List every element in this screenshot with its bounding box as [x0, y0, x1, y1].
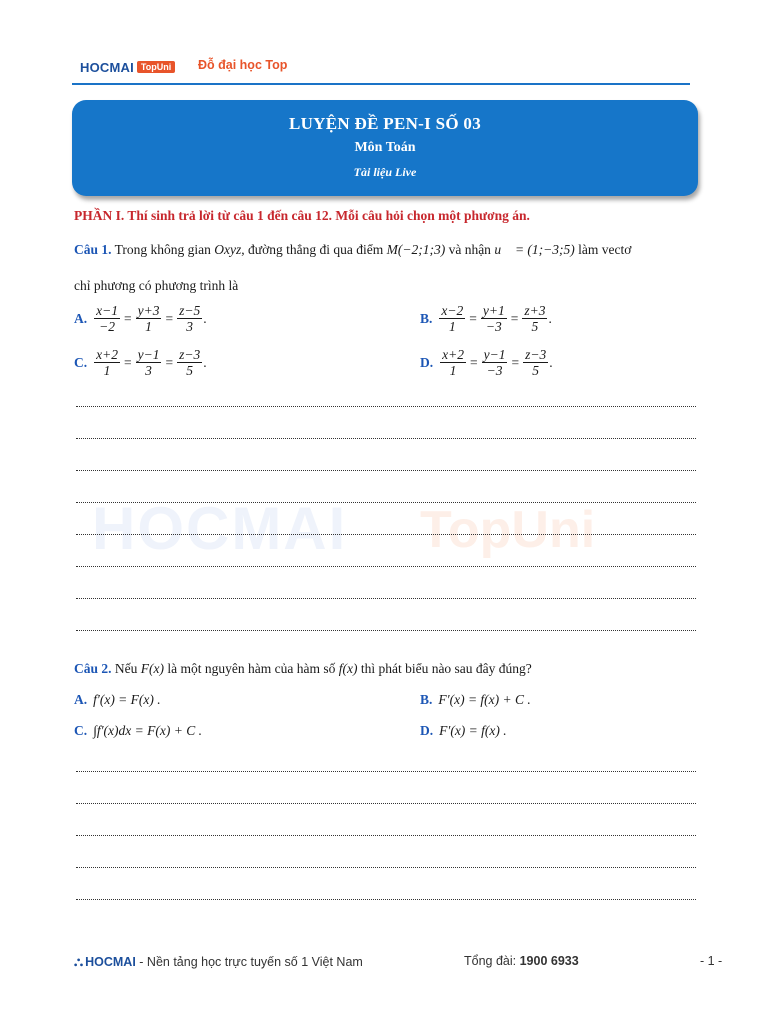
- q2-option-b[interactable]: [420, 692, 531, 708]
- q1-text-c: và nhận: [448, 242, 491, 257]
- title-banner: [72, 100, 698, 196]
- hotline-number: 1900 6933: [519, 954, 579, 968]
- fraction: $\frac{z-5}{3}$: [179, 303, 201, 334]
- option-expression: F′(x) = f(x) .: [439, 723, 507, 738]
- answer-line[interactable]: [76, 406, 696, 407]
- q2-text-c: thì phát biểu nào sau đây đúng?: [360, 661, 532, 676]
- answer-line[interactable]: [76, 502, 696, 503]
- answer-line[interactable]: [76, 771, 696, 772]
- fraction: $\frac{x-2}{1}$: [441, 303, 464, 334]
- question-2-line-1: [74, 661, 532, 677]
- watermark-hocmai: HOCMAI: [92, 495, 348, 562]
- question-1-line-1: [74, 242, 631, 258]
- q1-space: Oxyz: [214, 242, 242, 257]
- watermark-topuni: TopUni: [420, 501, 596, 559]
- answer-line[interactable]: [76, 867, 696, 868]
- question-2-label: Câu 2.: [74, 661, 112, 676]
- answer-line[interactable]: [76, 470, 696, 471]
- option-label: C.: [74, 354, 88, 370]
- header-divider: [72, 83, 690, 85]
- q1-option-d[interactable]: D. $\frac{x+2}{1}$ = $\frac{y-1}{-3}$ = $\frac{z-3}{5}$ .: [420, 347, 553, 378]
- fraction: $\frac{z-3}{5}$: [525, 347, 547, 378]
- hocmai-topuni-logo: [80, 57, 175, 77]
- hocmai-footer-icon: ⛬: [74, 954, 84, 969]
- option-label: B.: [420, 692, 433, 707]
- answer-line[interactable]: [76, 438, 696, 439]
- q2-option-d[interactable]: [420, 723, 507, 739]
- fraction: $\frac{z-3}{5}$: [179, 347, 201, 378]
- option-expression: F′(x) = f(x) + C .: [438, 692, 531, 707]
- fraction: $\frac{x+2}{1}$: [96, 347, 118, 378]
- q1-option-b[interactable]: B. $\frac{x-2}{1}$ = $\frac{y+1}{-3}$ = $\frac{z+3}{5}$ .: [420, 303, 552, 334]
- fraction: $\frac{z+3}{5}$: [524, 303, 546, 334]
- answer-line[interactable]: [76, 534, 696, 535]
- banner-title: LUYỆN ĐỀ PEN-I SỐ 03: [288, 114, 482, 133]
- q1-vector: u⃗ = (1;−3;5): [494, 242, 575, 257]
- fraction: $\frac{x-1}{-2}$: [96, 303, 118, 334]
- q2-option-c[interactable]: [74, 723, 202, 739]
- page-number: - 1 -: [700, 954, 723, 968]
- option-expression: ∫f′(x)dx = F(x) + C .: [93, 723, 202, 738]
- q2-option-a[interactable]: [74, 692, 161, 708]
- fraction: $\frac{y-1}{-3}$: [483, 347, 506, 378]
- answer-line[interactable]: [76, 598, 696, 599]
- fraction: $\frac{x+2}{1}$: [442, 347, 464, 378]
- logo-text: HOCMAI: [80, 59, 134, 75]
- footer-slogan: - Nền tảng học trực tuyến số 1 Việt Nam: [135, 955, 363, 969]
- q1-text-d: làm vectơ: [578, 242, 632, 257]
- banner-note: Tài liệu Live: [353, 165, 417, 179]
- q2-fx: f(x): [338, 661, 358, 676]
- fraction: $\frac{y+1}{-3}$: [482, 303, 505, 334]
- option-label: A.: [74, 310, 88, 326]
- answer-line[interactable]: [76, 566, 696, 567]
- answer-line[interactable]: [76, 899, 696, 900]
- question-1-label: Câu 1.: [74, 242, 112, 257]
- q2-Fx: F(x): [140, 661, 164, 676]
- question-1-line-2: chỉ phương có phương trình là: [74, 278, 239, 293]
- header-tagline: Đỗ đại học Top: [198, 58, 288, 72]
- q1-option-c[interactable]: C. $\frac{x+2}{1}$ = $\frac{y-1}{3}$ = $\frac{z-3}{5}$ .: [74, 347, 207, 378]
- option-label: B.: [420, 310, 433, 326]
- option-expression: f′(x) = F(x) .: [93, 692, 161, 707]
- option-label: D.: [420, 354, 434, 370]
- logo-badge: TopUni: [137, 61, 175, 73]
- answer-line[interactable]: [76, 803, 696, 804]
- option-label: D.: [420, 723, 434, 738]
- q1-point: M(−2;1;3): [386, 242, 446, 257]
- q1-text-a: Trong không gian: [114, 242, 211, 257]
- answer-line[interactable]: [76, 835, 696, 836]
- footer-brand: [74, 954, 363, 970]
- q1-text-b: , đường thẳng đi qua điểm: [241, 242, 384, 257]
- q1-option-a[interactable]: A. $\frac{x-1}{-2}$ = $\frac{y+3}{1}$ = $\frac{z-5}{3}$ .: [74, 303, 207, 334]
- section-title: PHẦN I. Thí sinh trả lời từ câu 1 đến câu 12. Mỗi câu hỏi chọn một phương án.: [74, 208, 530, 223]
- hotline-label: Tổng đài:: [464, 954, 520, 968]
- footer-logo-text: HOCMAI: [85, 955, 136, 969]
- fraction: $\frac{y+3}{1}$: [137, 303, 160, 334]
- fraction: $\frac{y-1}{3}$: [137, 347, 160, 378]
- footer-hotline: [464, 954, 579, 968]
- q2-text-a: Nếu: [114, 661, 138, 676]
- option-label: C.: [74, 723, 88, 738]
- q2-text-b: là một nguyên hàm của hàm số: [167, 661, 336, 676]
- banner-subtitle: Môn Toán: [354, 140, 416, 155]
- option-label: A.: [74, 692, 88, 707]
- answer-line[interactable]: [76, 630, 696, 631]
